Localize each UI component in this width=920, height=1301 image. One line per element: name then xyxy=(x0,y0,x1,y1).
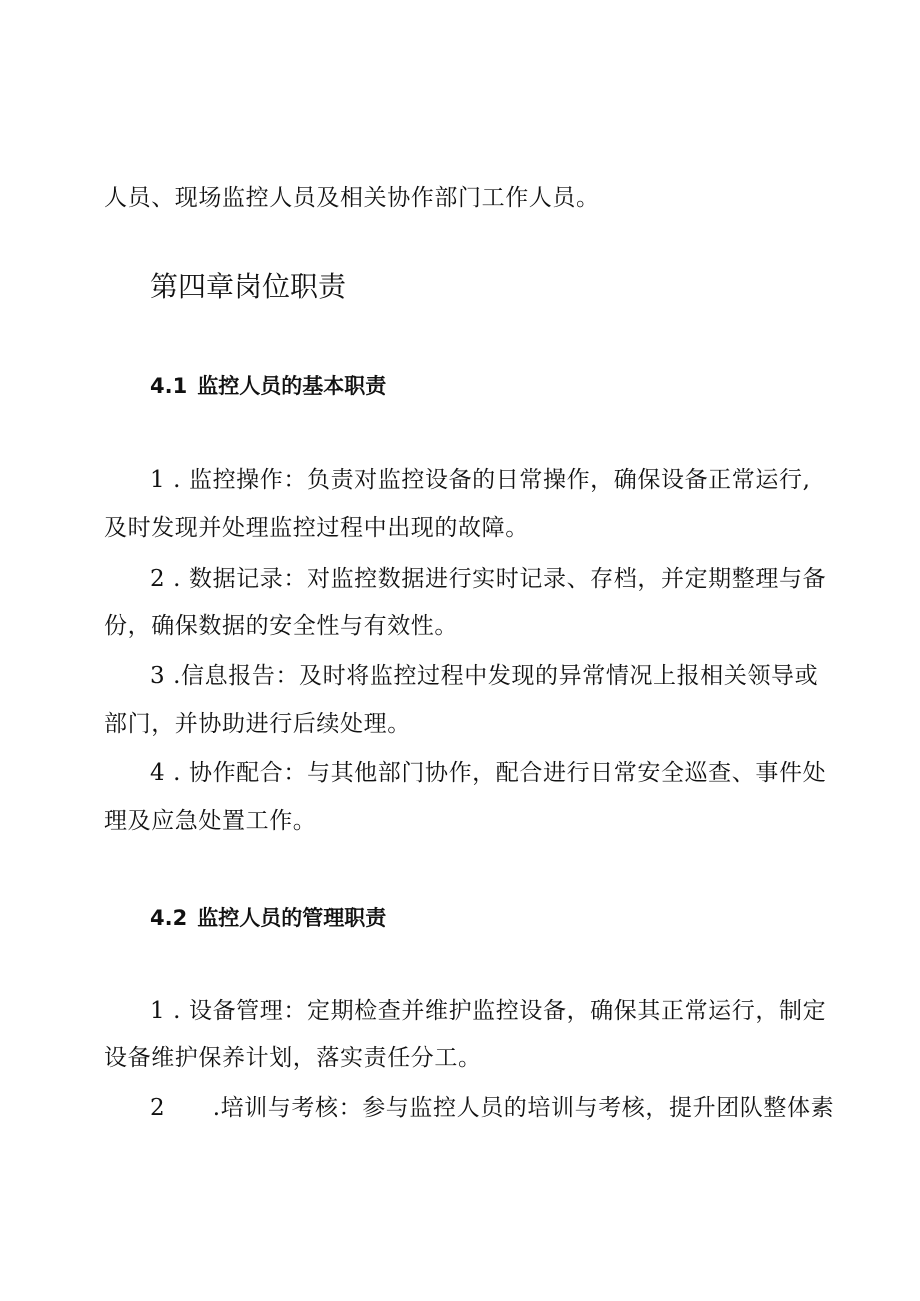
list-item-second-line: 理及应急处置工作。 xyxy=(104,808,317,834)
list-item-first-line: 2 . 数据记录：对监控数据进行实时记录、存档，并定期整理与备 xyxy=(150,566,827,592)
list-item-first-line: 2 .培训与考核：参与监控人员的培训与考核，提升团队整体素 xyxy=(150,1095,835,1121)
list-item-second-line: 及时发现并处理监控过程中出现的故障。 xyxy=(104,515,529,541)
section-number: 4.1 xyxy=(150,374,188,398)
section-title: 监控人员的管理职责 xyxy=(197,906,387,930)
list-item-first-line: 1 . 监控操作：负责对监控设备的日常操作，确保设备正常运行, xyxy=(150,467,811,493)
continuation-line: 人员、现场监控人员及相关协作部门工作人员。 xyxy=(104,185,600,211)
section-title: 监控人员的基本职责 xyxy=(197,374,387,398)
section-heading xyxy=(150,372,386,400)
list-item-first-line: 3 .信息报告：及时将监控过程中发现的异常情况上报相关领导或 xyxy=(150,663,819,689)
list-item-first-line: 4 . 协作配合：与其他部门协作，配合进行日常安全巡查、事件处 xyxy=(150,760,827,786)
section-number: 4.2 xyxy=(150,906,188,930)
chapter-title: 第四章岗位职责 xyxy=(150,270,347,303)
list-item-second-line: 部门，并协助进行后续处理。 xyxy=(104,711,411,737)
list-item-second-line: 份，确保数据的安全性与有效性。 xyxy=(104,613,458,639)
section-heading xyxy=(150,904,386,932)
list-item-first-line: 1 . 设备管理：定期检查并维护监控设备，确保其正常运行，制定 xyxy=(150,998,827,1024)
list-item-second-line: 设备维护保养计划，落实责任分工。 xyxy=(104,1045,482,1071)
